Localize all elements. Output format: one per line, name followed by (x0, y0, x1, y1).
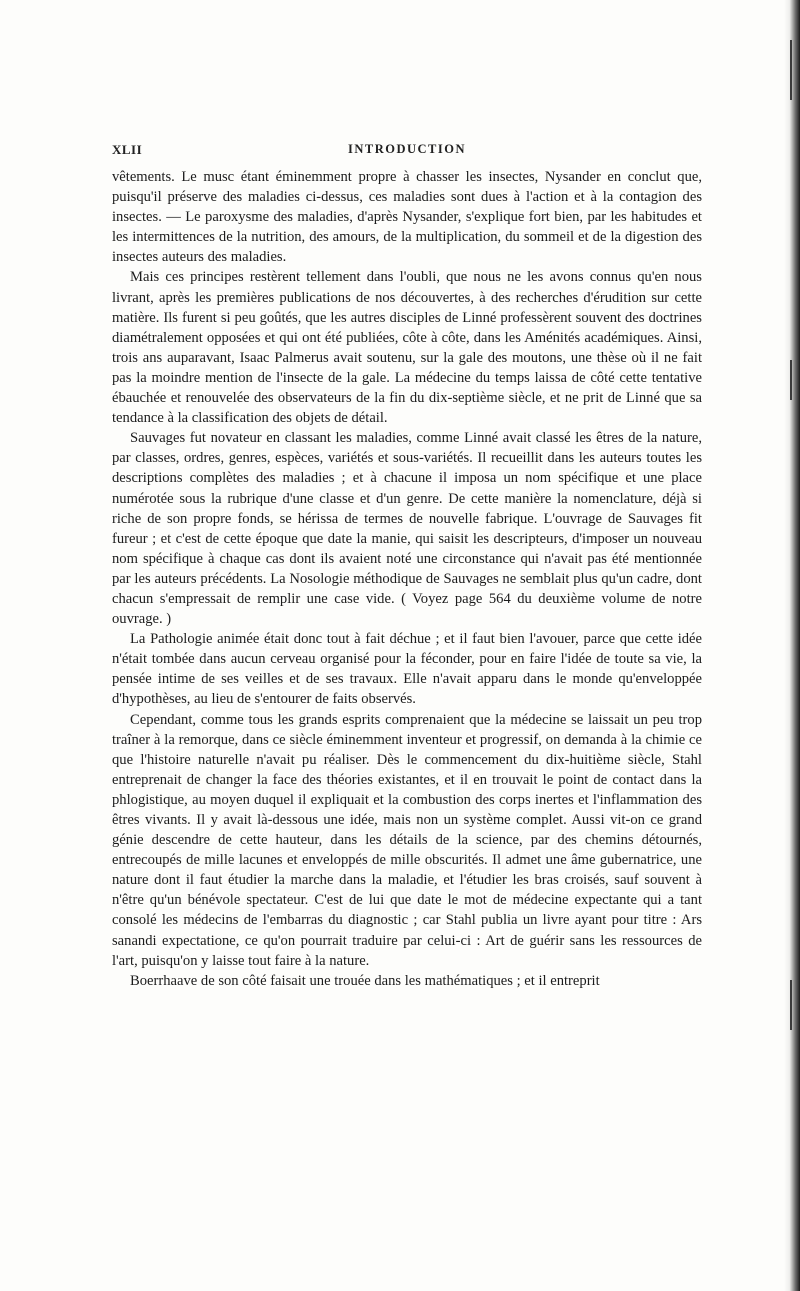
paragraph-6: Boerrhaave de son côté faisait une trouée dans les mathématiques ; et il entreprit (130, 972, 600, 989)
body-text (112, 167, 702, 991)
page-edge-shadow (784, 0, 800, 1291)
running-title: INTRODUCTION (347, 142, 466, 156)
page-edge-mark (790, 980, 792, 1030)
page-header (112, 142, 702, 160)
paragraph-3: Sauvages fut novateur en classant les maladies, comme Linné avait classé les êtres de la nature, par classes, ordres, genres, espèces, variétés et sous-variétés. Il recueillit dans les auteurs toutes les descriptions complètes des maladies ; et à chacune il imposa un nom spécifique et une place numérotée sous la rubrique d'une classe et d'un genre. De cette manière la nomenclature, déjà si riche de son propre fonds, se hérissa de termes de nouvelle fabrique. L'ouvrage de Sauvages fit fureur ; et c'est de cette époque que date la manie, qui saisit les descripteurs, d'imposer un nouveau nom spécifique à chaque cas dont ils avaient noté une circonstance qui n'avait pas été mentionnée par les auteurs précédents. La Nosologie méthodique de Sauvages ne semblait plus qu'un cadre, dont chacun s'empressait de remplir une case vide. ( Voyez page 564 du deuxième volume de notre ouvrage. ) (112, 430, 702, 628)
paragraph-4: La Pathologie animée était donc tout à fait déchue ; et il faut bien l'avouer, parce que cette idée n'était tombée dans aucun cerveau organisé pour la féconder, pour en faire l'idée de toute sa vie, la pensée intime de ses veilles et de ses travaux. Elle n'avait apparu dans le monde qu'enveloppée d'hypothèses, au lieu de s'entourer de faits observés. (112, 631, 702, 708)
page-number: XLII (112, 142, 143, 157)
paragraph-5: Cependant, comme tous les grands esprits comprenaient que la médecine se laissait un peu trop traîner à la remorque, dans ce siècle éminemment inventeur et progressif, on demanda à la chimie ce que l'histoire naturelle n'avait pu réaliser. Dès le commencement du dix-huitième siècle, Stahl entreprenait de changer la face des théories existantes, et il en trouvait le point de contact dans la phlogistique, au moyen duquel il expliquait et la combustion des corps inertes et l'inflammation des êtres vivants. Il y avait là-dessous une idée, mais non un système complet. Aussi vit-on ce grand génie descendre de cette hauteur, dans les détails de la science, par des chemins détournés, entrecoupés de mille lacunes et enveloppés de mille obscurités. Il admet une âme gubernatrice, une nature dont il faut étudier la marche dans la maladie, et l'étudier les bras croisés, sauf souvent à n'être qu'un bénévole spectateur. C'est de lui que date le mot de médecine expectante qui a tant consolé les médecins de l'embarras du diagnostic ; car Stahl publia un livre ayant pour titre : Ars sanandi expectatione, ce qu'on pourrait traduire par celui-ci : Art de guérir sans les ressources de l'art, puisqu'on y laisse tout faire à la nature. (112, 711, 702, 969)
paragraph-1: vêtements. Le musc étant éminemment propre à chasser les insectes, Nysander en conclut que, puisqu'il préserve des maladies ci-dessus, ces maladies sont dues à l'action et à la contagion des insectes. — Le paroxysme des maladies, d'après Nysander, s'explique fort bien, par les habitudes et les intermittences de la nutrition, des amours, de la multiplication, du sommeil et de la digestion des insectes auteurs des maladies. (112, 169, 702, 266)
paragraph-2: Mais ces principes restèrent tellement dans l'oubli, que nous ne les avons connus qu'en nous livrant, après les premières publications de nos découvertes, à des recherches d'érudition sur cette matière. Ils furent si peu goûtés, que les autres disciples de Linné professèrent souvent des doctrines diamétralement opposées et qui ont été publiées, côte à côte, dans les Aménités académiques. Ainsi, trois ans auparavant, Isaac Palmerus avait soutenu, sur la gale des moutons, une thèse où il ne fait pas la moindre mention de l'insecte de la gale. La médecine du temps laissa de côté cette tentative ébauchée et renouvelée des observateurs de la fin du dix-septième siècle, et ne prit de Linné que sa tendance à la classification des objets de détail. (112, 269, 702, 427)
page-edge-mark (790, 40, 792, 100)
page-edge-mark (790, 360, 792, 400)
